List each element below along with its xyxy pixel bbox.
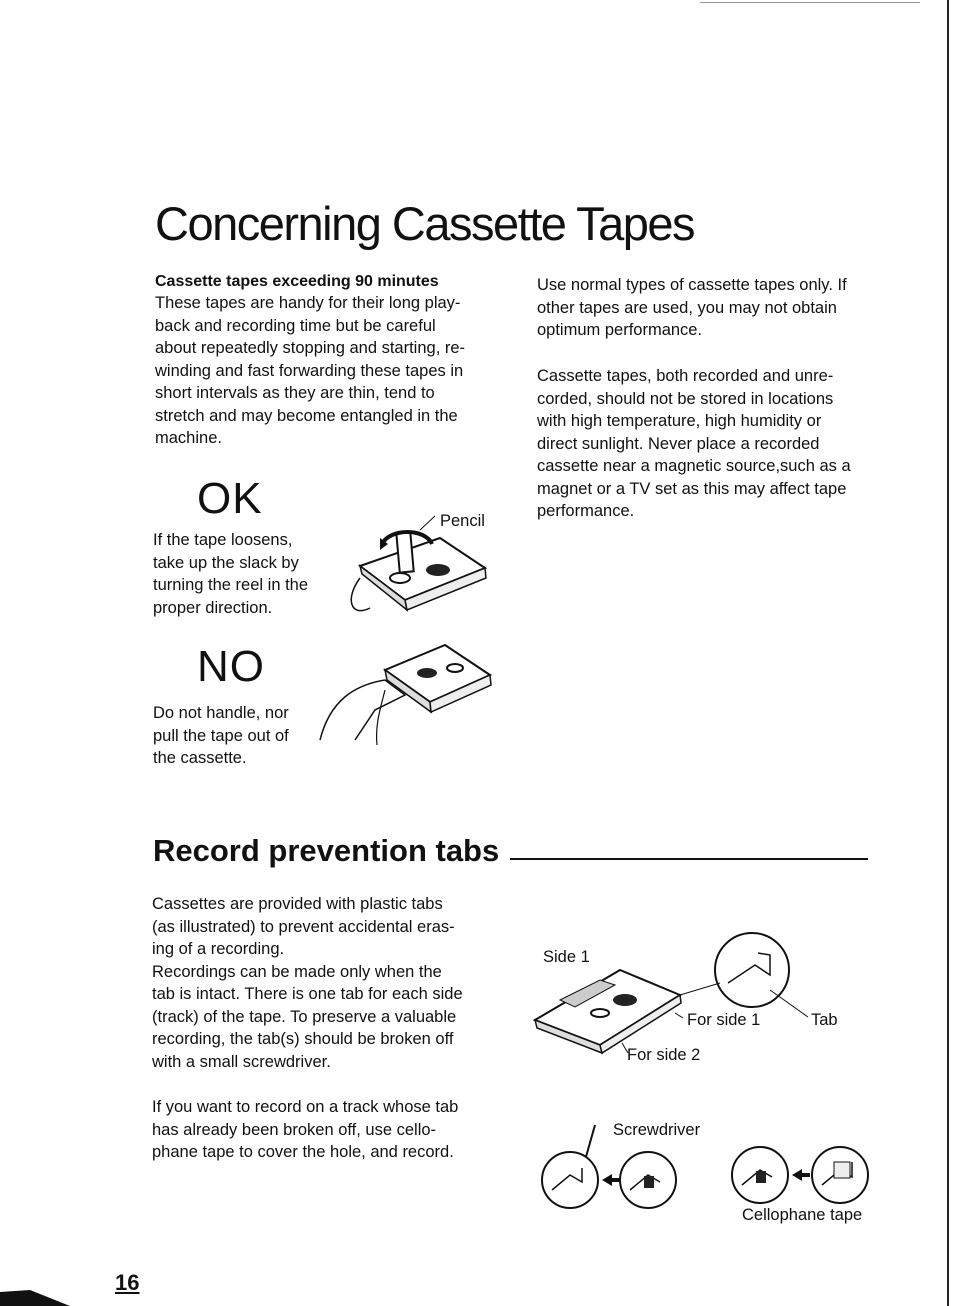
normal-tapes-text: Use normal types of cassette tapes only. If other tapes are used, you may not obtain optimum performance. — [537, 276, 847, 339]
no-label: NO — [197, 642, 265, 691]
cassette-pencil-illustration — [340, 508, 500, 628]
page-number: 16 — [115, 1270, 140, 1295]
record-tabs-title: Record prevention tabs — [153, 833, 500, 868]
cellophane-steps-illustration — [730, 1140, 880, 1220]
scan-right-border — [947, 0, 949, 1306]
scan-corner-mark — [0, 1282, 70, 1306]
pencil-label: Pencil — [440, 512, 485, 530]
cassette-tabs-illustration — [530, 925, 830, 1065]
for-side1-label: For side 1 — [687, 1011, 761, 1029]
record-tabs-text: Cassettes are provided with plastic tabs (as illustrated) to prevent accidental eras- ing of a recording. Recordings can be made only when the tab is intact. There is one tab for each side (track) of the tape. To preserve a valuable recording, the tab(s) should be broken off with a small screwdriver. — [152, 895, 463, 1071]
screwdriver-steps-illustration — [540, 1120, 690, 1220]
no-text: Do not handle, nor pull the tape out of the cassette. — [153, 704, 289, 767]
for-side2-label: For side 2 — [627, 1046, 701, 1064]
side1-label: Side 1 — [543, 948, 590, 966]
ok-label: OK — [197, 474, 263, 523]
scan-edge-mark — [700, 2, 920, 3]
storage-text: Cassette tapes, both recorded and unre- corded, should not be stored in locations with high temperature, high humidity or direct sunlight. Never place a recorded cassette near a magnetic source,such as a magnet or a TV set as this may affect tape performance. — [537, 367, 851, 520]
long-tapes-heading: Cassette tapes exceeding 90 minutes — [155, 273, 439, 290]
cassette-hand-illustration — [315, 640, 495, 750]
screwdriver-label: Screwdriver — [613, 1121, 701, 1139]
page-title: Concerning Cassette Tapes — [155, 197, 695, 250]
tab-label: Tab — [811, 1011, 838, 1029]
section-rule — [510, 858, 868, 860]
cellophane-tape-label: Cellophane tape — [742, 1206, 863, 1224]
long-tapes-text: These tapes are handy for their long play- back and recording time but be careful about repeatedly stopping and starting, re- winding and fast forwarding these tapes in short intervals as they are thin, tend to stretch and may become entangled in the machine. — [155, 294, 466, 447]
ok-text: If the tape loosens, take up the slack by turning the reel in the proper direction. — [153, 531, 309, 617]
long-tapes-section — [155, 273, 495, 450]
cellophane-instruction-text: If you want to record on a track whose tab has already been broken off, use cello- phane tape to cover the hole, and record. — [152, 1098, 459, 1161]
